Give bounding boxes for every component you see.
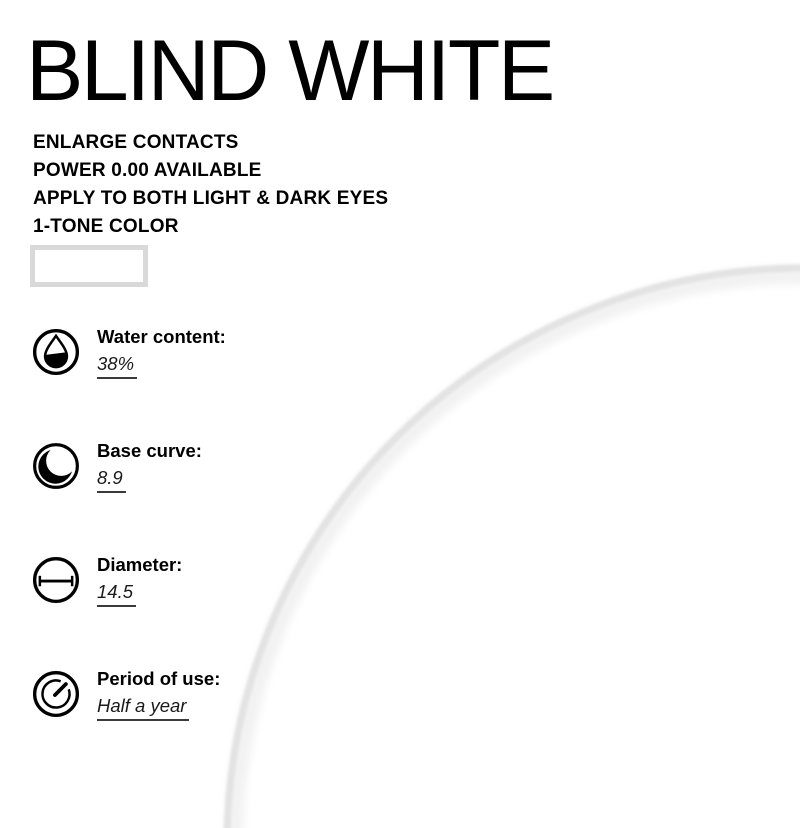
crescent-moon-icon: [31, 441, 81, 491]
feature-label: Diameter:: [97, 554, 183, 575]
water-drop-icon: [31, 327, 81, 377]
gauge-icon: [31, 669, 81, 719]
highlight-line: 1-TONE COLOR: [33, 216, 179, 237]
feature-value: 14.5: [97, 580, 136, 607]
feature-base-curve: [31, 441, 800, 493]
highlight-line: APPLY TO BOTH LIGHT & DARK EYES: [33, 188, 389, 209]
highlight-line: ENLARGE CONTACTS: [33, 132, 239, 153]
feature-value: 38%: [97, 352, 137, 379]
feature-period-of-use: [31, 669, 800, 721]
feature-label: Period of use:: [97, 668, 221, 689]
feature-label: Base curve:: [97, 440, 202, 461]
feature-value: 8.9: [97, 466, 126, 493]
feature-value: Half a year: [97, 694, 189, 721]
page-title: BLIND WHITE: [26, 23, 553, 119]
highlight-line: POWER 0.00 AVAILABLE: [33, 160, 262, 181]
diameter-icon: [31, 555, 81, 605]
feature-diameter: [31, 555, 800, 607]
feature-list: [31, 327, 800, 721]
feature-water-content: [31, 327, 800, 379]
product-highlights: [33, 129, 800, 241]
color-swatch[interactable]: [30, 245, 148, 287]
feature-label: Water content:: [97, 326, 226, 347]
